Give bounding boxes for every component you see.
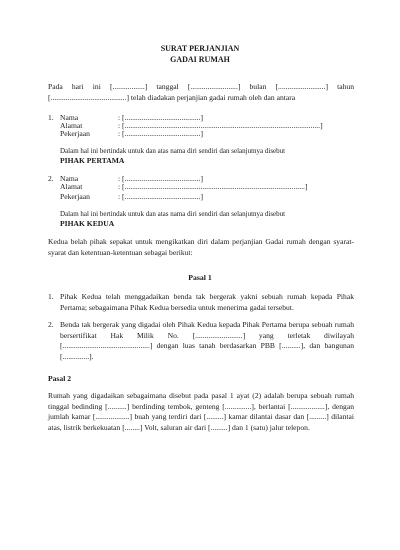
party-2-occupation-value: : [........................................] xyxy=(118,192,204,201)
party-1-occupation-label: Pekerjaan xyxy=(60,129,90,138)
pasal-1-heading: Pasal 1 xyxy=(188,273,212,282)
party-2-name-label: Nama xyxy=(60,174,79,183)
party-2-role: PIHAK KEDUA xyxy=(60,219,115,228)
party-2-note: Dalam hal ini bertindak untuk dan atas nama diri sendiri dan selanjutnya disebut xyxy=(60,210,286,218)
party-2-number: 2. xyxy=(48,174,54,183)
party-1-name-label: Nama xyxy=(60,113,79,122)
pasal-2-heading: Pasal 2 xyxy=(48,374,71,383)
pasal-1-item-2-text: Benda tak bergerak yang digadai oleh Pihak Kedua kepada Pihak Pertama berupa sebuah rumah bersertifikat Hak Milik No. [.........................] yang terletak diwilayah [..............................................] dengan luas tanah berdasarkan PBB [..........], dan bangunan [..............]. xyxy=(60,320,354,361)
party-1-role: PIHAK PERTAMA xyxy=(60,156,125,165)
party-2-address-label: Alamat xyxy=(60,182,83,191)
document-title-line1: SURAT PERJANJIAN xyxy=(160,44,240,53)
party-2-name-value: : [........................................] xyxy=(118,174,204,183)
intro-paragraph: Pada hari ini [.................] tanggal [.........................] bulan [.........................] tahun [........................................] telah diadakan perjanjian gadai rumah oleh dan antara xyxy=(48,82,354,102)
party-1-note: Dalam hal ini bertindak untuk dan atas nama diri sendiri dan selanjutnya disebut xyxy=(60,147,286,155)
party-1-number: 1. xyxy=(48,113,54,122)
document-title-line2: GADAI RUMAH xyxy=(170,55,230,64)
pasal-1-item-1-number: 1. xyxy=(48,292,54,301)
party-2-occupation-label: Pekerjaan xyxy=(60,192,90,201)
pasal-1-item-1-text: Pihak Kedua telah menggadaikan benda tak bergerak yakni sebuah rumah kepada Pihak Pertama; sebagaimana Pihak Kedua bersedia untuk menerima gadai tersebut. xyxy=(60,292,354,312)
pasal-2-paragraph: Rumah yang digadaikan sebagaimana disebut pada pasal 1 ayat (2) adalah berupa sebuah rumah tinggal bedinding [..........] berdinding tembok, genteng [..............], berlantai [..................], dengan jumlah kamar [..................] buah yang terdiri dari [.........] kamar dilantai dasar dan [.........] dilantai atas, listrik berkekuatan [........] Volt, saluran air dari [.........] dan 1 (satu) jalur telepon. xyxy=(48,391,354,432)
party-1-address-value: : [.......................................................................................................] xyxy=(118,121,323,130)
pasal-1-item-2-number: 2. xyxy=(48,320,54,329)
agreement-paragraph: Kedua belah pihak sepakat untuk mengikatkan diri dalam perjanjian Gadai rumah dengan syarat-syarat dan ketentuan-ketentuan sebagai berikut: xyxy=(48,237,354,257)
party-1-name-value: : [........................................] xyxy=(118,113,204,122)
party-1-address-label: Alamat xyxy=(60,121,83,130)
party-1-occupation-value: : [........................................] xyxy=(118,129,204,138)
party-2-address-value: : [...............................................................................................] xyxy=(118,182,308,191)
